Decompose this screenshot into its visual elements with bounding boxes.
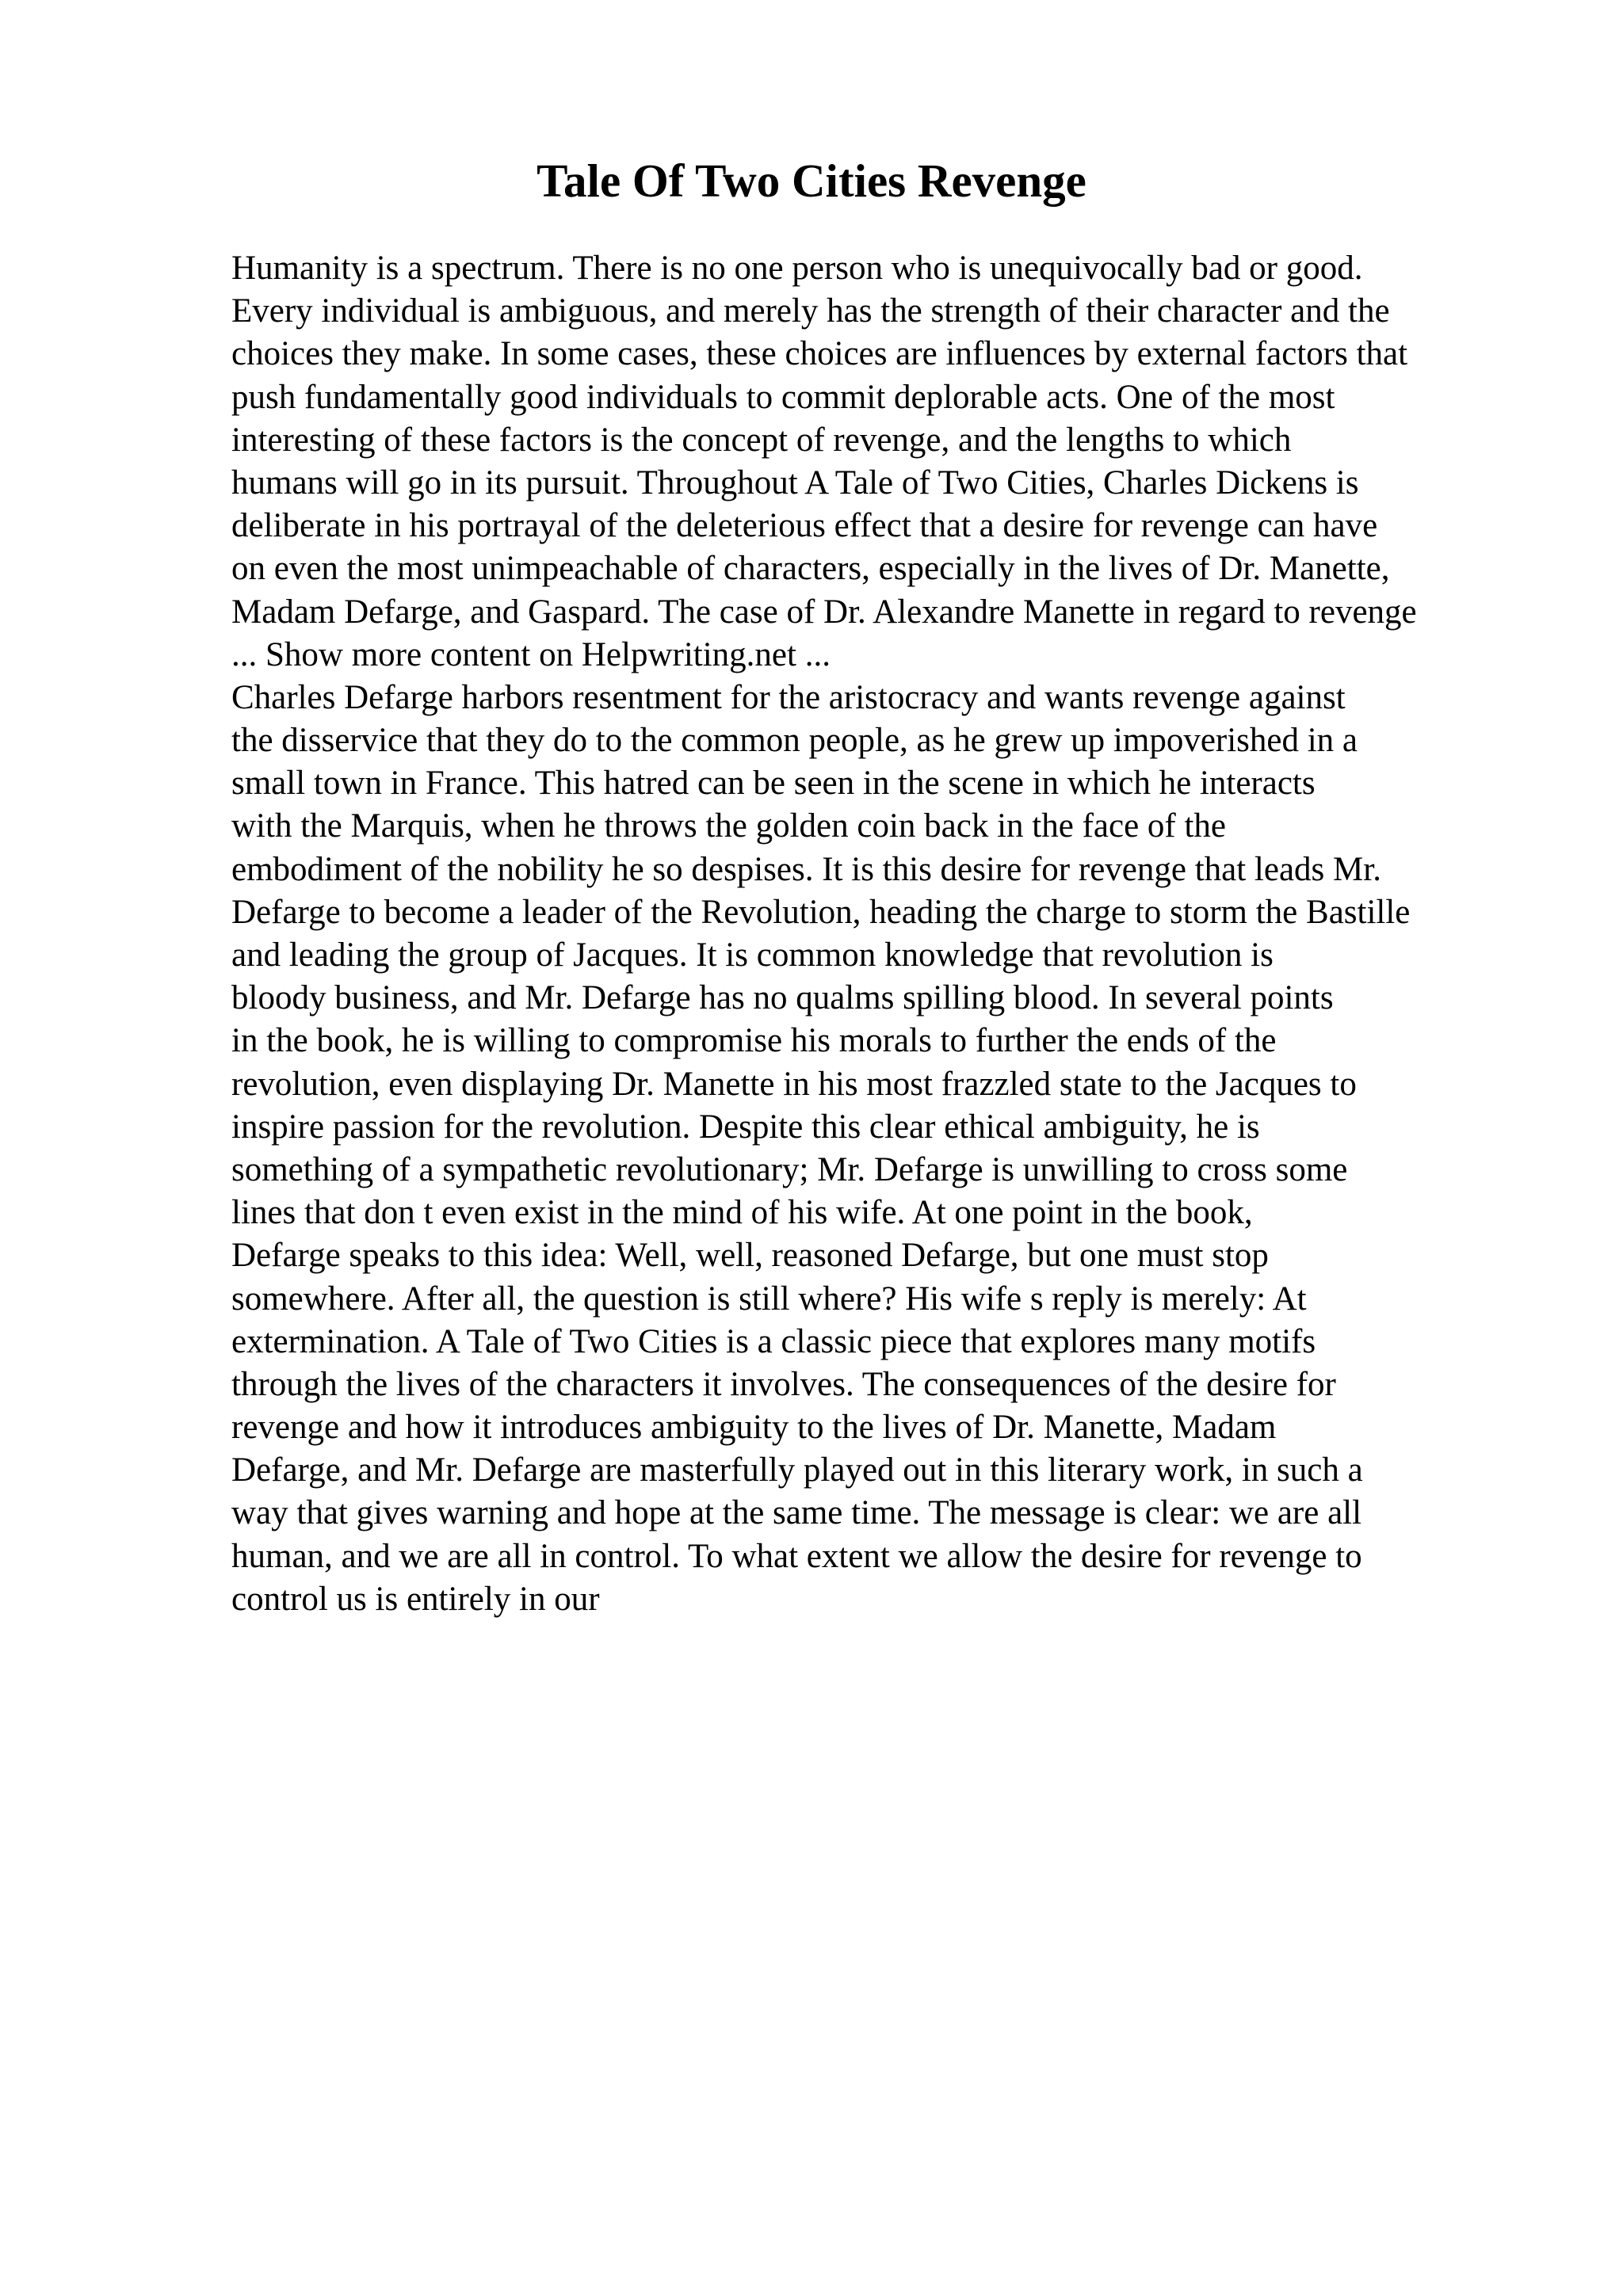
body-line-12: the disservice that they do to the common people, as he grew up impoverished in a <box>231 722 1358 760</box>
body-line-30: way that gives warning and hope at the same time. The message is clear: we are all <box>231 1494 1362 1532</box>
body-line-29: Defarge, and Mr. Defarge are masterfully played out in this literary work, in such a <box>231 1451 1363 1489</box>
body-line-26: extermination. A Tale of Two Cities is a classic piece that explores many motifs <box>231 1322 1316 1360</box>
body-line-6: humans will go in its pursuit. Throughout A Tale of Two Cities, Charles Dickens is <box>231 463 1359 502</box>
body-line-8: on even the most unimpeachable of characters, especially in the lives of Dr. Manette, <box>231 550 1390 588</box>
document-title: Tale Of Two Cities Revenge <box>537 154 1086 207</box>
body-line-19: in the book, he is willing to compromise his morals to further the ends of the <box>231 1022 1277 1060</box>
body-line-21: inspire passion for the revolution. Despite this clear ethical ambiguity, he is <box>231 1108 1260 1146</box>
body-line-24: Defarge speaks to this idea: Well, well, reasoned Defarge, but one must stop <box>231 1237 1269 1275</box>
body-line-23: lines that don t even exist in the mind of his wife. At one point in the book, <box>231 1194 1253 1232</box>
body-line-31: human, and we are all in control. To what extent we allow the desire for revenge to <box>231 1537 1362 1575</box>
body-line-5: interesting of these factors is the concept of revenge, and the lengths to which <box>231 421 1292 459</box>
body-line-11: Charles Defarge harbors resentment for the aristocracy and wants revenge against <box>231 678 1346 716</box>
body-line-20: revolution, even displaying Dr. Manette in his most frazzled state to the Jacques to <box>231 1065 1357 1103</box>
body-line-32: control us is entirely in our <box>231 1580 600 1618</box>
body-line-16: Defarge to become a leader of the Revolution, heading the charge to storm the Bastille <box>231 893 1411 931</box>
body-line-2: Every individual is ambiguous, and merely has the strength of their character and the <box>231 292 1390 330</box>
body-line-18: bloody business, and Mr. Defarge has no qualms spilling blood. In several points <box>231 979 1334 1017</box>
body-line-22: something of a sympathetic revolutionary; Mr. Defarge is unwilling to cross some <box>231 1150 1348 1188</box>
document-body <box>231 247 1563 1621</box>
body-line-3: choices they make. In some cases, these choices are influences by external factors that <box>231 335 1408 373</box>
body-line-9: Madam Defarge, and Gaspard. The case of Dr. Alexandre Manette in regard to revenge <box>231 593 1417 631</box>
body-line-7: deliberate in his portrayal of the deleterious effect that a desire for revenge can have <box>231 507 1378 545</box>
body-line-14: with the Marquis, when he throws the golden coin back in the face of the <box>231 807 1226 845</box>
body-line-17: and leading the group of Jacques. It is common knowledge that revolution is <box>231 936 1274 974</box>
body-line-28: revenge and how it introduces ambiguity to the lives of Dr. Manette, Madam <box>231 1409 1277 1447</box>
body-line-25: somewhere. After all, the question is still where? His wife s reply is merely: At <box>231 1280 1307 1318</box>
body-line-13: small town in France. This hatred can be seen in the scene in which he interacts <box>231 765 1316 803</box>
body-line-1: Humanity is a spectrum. There is no one person who is unequivocally bad or good. <box>231 250 1363 287</box>
body-line-15: embodiment of the nobility he so despises. It is this desire for revenge that leads Mr. <box>231 850 1381 888</box>
body-line-27: through the lives of the characters it involves. The consequences of the desire for <box>231 1365 1336 1403</box>
show-more-content-line: ... Show more content on Helpwriting.net ... <box>231 635 831 673</box>
body-line-4: push fundamentally good individuals to commit deplorable acts. One of the most <box>231 378 1335 416</box>
